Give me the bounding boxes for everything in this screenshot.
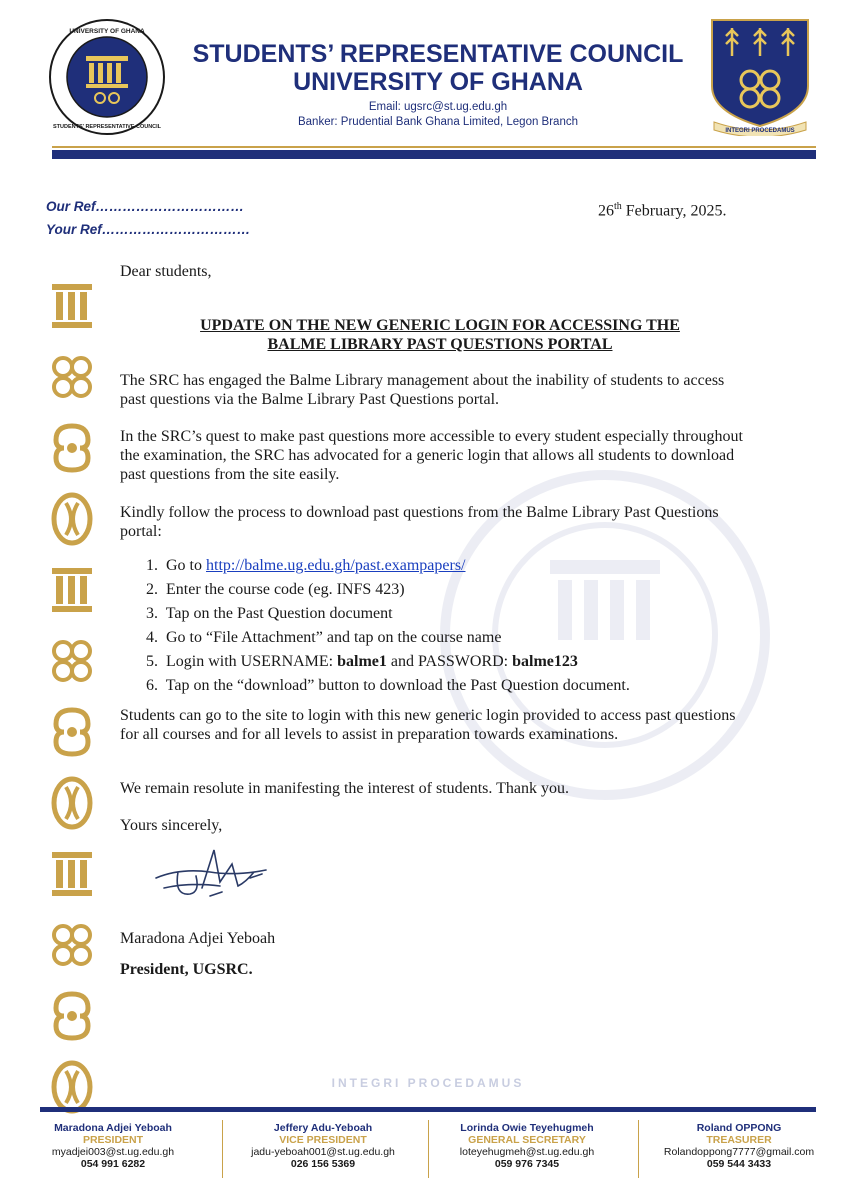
list-item: [146, 604, 786, 628]
officer-phone: 054 991 6282: [80, 1158, 146, 1170]
adinkra-pillar-icon: [46, 278, 98, 334]
date-day: 26: [598, 202, 614, 220]
adinkra-drum-icon: [46, 491, 98, 547]
username-value: balme1: [337, 653, 387, 670]
list-item: [146, 676, 786, 700]
officer-phone: 026 156 5369: [290, 1158, 356, 1170]
adinkra-symbol-column: [46, 278, 98, 1130]
step-text: Go to “File Attachment” and tap on the course name: [166, 629, 502, 646]
officer-role: TREASURER: [706, 1134, 772, 1146]
officer-treasurer: [644, 1122, 834, 1170]
officer-name: Maradona Adjei Yeboah: [54, 1122, 172, 1134]
paragraph-5: We remain resolute in manifesting the interest of students. Thank you.: [120, 780, 569, 797]
paragraph-4: Students can go to the site to login with this new generic login provided to access past questions for all courses and for all levels to assist in preparation towards examinations.: [120, 707, 736, 743]
step-text: Tap on the Past Question document: [165, 605, 393, 622]
header-navy-rule: [52, 150, 816, 159]
step-number: 6.: [146, 677, 158, 694]
officer-name: Lorinda Owie Teyehugmeh: [460, 1122, 594, 1134]
signatory-title: President, UGSRC.: [120, 961, 253, 978]
date-rest: February, 2025.: [621, 202, 727, 220]
adinkra-knot-icon: [46, 420, 98, 476]
officer-role: PRESIDENT: [82, 1134, 144, 1146]
step-number: 2.: [146, 581, 158, 598]
list-item: [146, 628, 786, 652]
email-line: Email: ugsrc@st.ug.edu.gh: [368, 101, 508, 113]
closing: Yours sincerely,: [120, 817, 223, 834]
officer-vice-president: [228, 1122, 418, 1170]
officer-name: Jeffery Adu-Yeboah: [273, 1122, 373, 1134]
adinkra-spiral-icon: [46, 349, 98, 405]
contact-block: [160, 100, 716, 130]
letter-date: [598, 201, 727, 220]
adinkra-pillar-icon: [46, 562, 98, 618]
step-number: 4.: [146, 629, 158, 646]
step-number: 3.: [146, 605, 158, 622]
officer-role: VICE PRESIDENT: [279, 1134, 367, 1146]
list-item: [146, 556, 786, 580]
footer-divider: [428, 1120, 429, 1178]
officer-email: myadjei003@st.ug.edu.gh: [51, 1146, 175, 1158]
paragraph-3: Kindly follow the process to download past questions from the Balme Library Past Questions portal:: [120, 504, 719, 540]
paragraph-1: The SRC has engaged the Balme Library management about the inability of students to access past questions via the Balme Library Past Questions portal.: [120, 372, 725, 408]
step-text: Go to: [166, 557, 206, 574]
council-name-heading: [160, 40, 716, 96]
footer-divider: [638, 1120, 639, 1178]
officer-general-secretary: [432, 1122, 622, 1170]
signatory-name: Maradona Adjei Yeboah: [120, 930, 276, 947]
paragraph-2: In the SRC’s quest to make past questions more accessible to every student especially throughout the examination, the SRC has advocated for a generic login that allows all students to download past questions from the site easily.: [120, 428, 743, 483]
svg-text:INTEGRI PROCEDAMUS: INTEGRI PROCEDAMUS: [725, 128, 795, 134]
university-crest-logo: [706, 16, 814, 136]
officer-email: jadu-yeboah001@st.ug.edu.gh: [251, 1146, 395, 1158]
banker-line: Banker: Prudential Bank Ghana Limited, Legon Branch: [297, 116, 578, 128]
steps-list: [146, 556, 786, 700]
password-value: balme123: [512, 653, 578, 670]
list-item: [146, 580, 786, 604]
greeting: Dear students,: [120, 263, 212, 280]
officer-role: GENERAL SECRETARY: [468, 1134, 586, 1146]
footer-motto-watermark: INTEGRI PROCEDAMUS: [331, 1076, 525, 1090]
list-item: [146, 652, 786, 676]
officer-phone: 059 976 7345: [494, 1158, 560, 1170]
officer-phone: 059 544 3433: [706, 1158, 772, 1170]
university-name: UNIVERSITY OF GHANA: [293, 68, 583, 96]
officer-email: loteyehugmeh@st.ug.edu.gh: [459, 1146, 595, 1158]
signature: [150, 842, 280, 912]
council-name: STUDENTS’ REPRESENTATIVE COUNCIL: [192, 40, 684, 68]
subject-heading: [120, 316, 760, 354]
university-seal-logo: [48, 18, 166, 136]
portal-link[interactable]: http://balme.ug.edu.gh/past.exampapers/: [206, 557, 466, 574]
adinkra-spiral-icon: [46, 917, 98, 973]
subject-line-2: BALME LIBRARY PAST QUESTIONS PORTAL: [267, 336, 613, 353]
adinkra-drum-icon: [46, 775, 98, 831]
step-text: Tap on the “download” button to download the Past Question document.: [165, 677, 630, 694]
step-text: Enter the course code (eg. INFS 423): [166, 581, 405, 598]
adinkra-spiral-icon: [46, 633, 98, 689]
step-number: 1.: [146, 557, 158, 574]
footer-navy-rule: [40, 1107, 816, 1112]
step-text: Login with USERNAME:: [166, 653, 338, 670]
adinkra-pillar-icon: [46, 846, 98, 902]
footer-divider: [222, 1120, 223, 1178]
step-text: and PASSWORD:: [386, 653, 513, 670]
date-suffix: th: [614, 201, 622, 212]
officer-email: Rolandoppong7777@gmail.com: [663, 1146, 815, 1158]
svg-text:UNIVERSITY OF GHANA: UNIVERSITY OF GHANA: [69, 28, 145, 35]
our-ref: Our Ref……………………………: [46, 199, 245, 214]
officer-president: [18, 1122, 208, 1170]
svg-text:STUDENTS' REPRESENTATIVE COUNC: STUDENTS' REPRESENTATIVE COUNCIL: [52, 124, 162, 130]
adinkra-knot-icon: [46, 988, 98, 1044]
your-ref: Your Ref……………………………: [46, 222, 251, 237]
officer-name: Roland OPPONG: [696, 1122, 782, 1134]
subject-line-1: UPDATE ON THE NEW GENERIC LOGIN FOR ACCESSING THE: [200, 317, 680, 334]
header-gold-rule: [52, 146, 816, 148]
step-number: 5.: [146, 653, 158, 670]
adinkra-knot-icon: [46, 704, 98, 760]
